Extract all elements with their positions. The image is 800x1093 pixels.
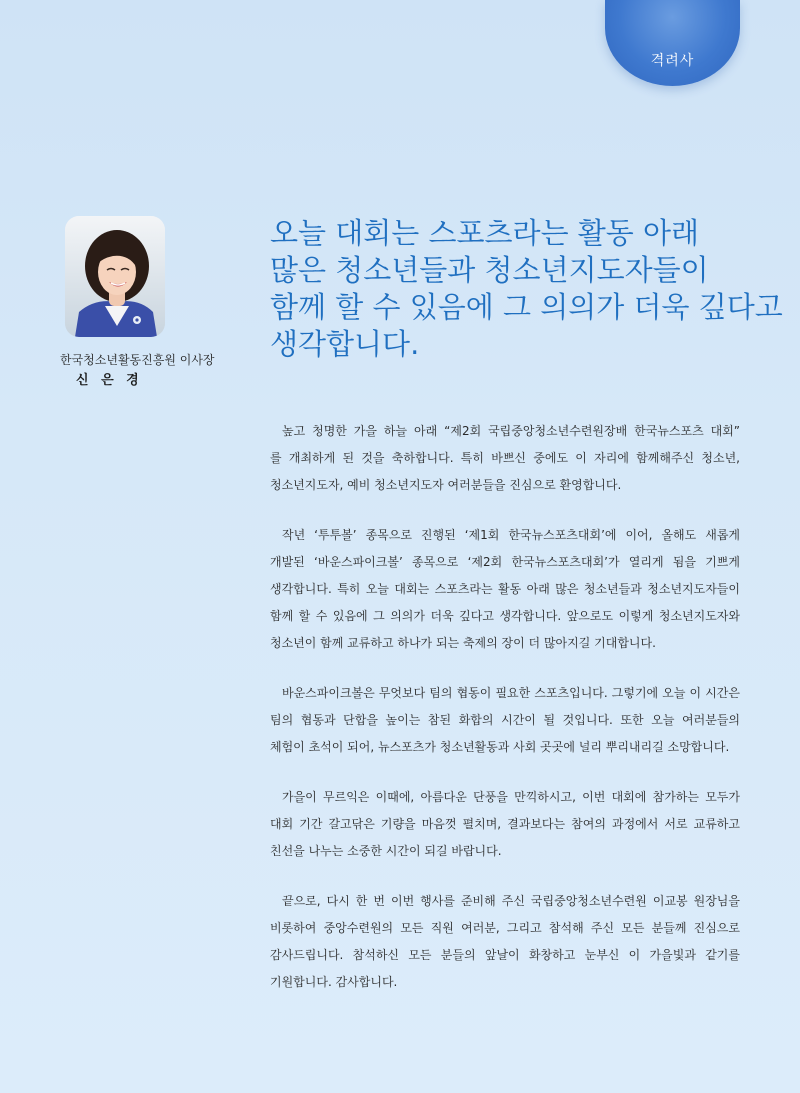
paragraph	[270, 418, 740, 499]
paragraph	[270, 522, 740, 657]
paragraph-line: 팀의 협동과 단합을 높이는 참된 화합의 시간이 될 것입니다. 또한 오늘 여러분들의	[270, 713, 740, 727]
paragraph-line: 높고 청명한 가을 하늘 아래 “제2회 국립중앙청소년수련원장배 한국뉴스포츠 대회”	[282, 424, 740, 438]
paragraph-line: 감사드립니다. 참석하신 모든 분들의 앞날이 화창하고 눈부신 이 가을빛과 같기를	[270, 948, 740, 962]
paragraph-line: 기원합니다. 감사합니다.	[270, 975, 398, 989]
paragraph-line: 청소년이 함께 교류하고 하나가 되는 축제의 장이 더 많아지길 기대합니다.	[270, 636, 656, 650]
headline-line: 오늘 대회는 스포츠라는 활동 아래	[270, 216, 700, 250]
paragraph-line: 함께 할 수 있음에 그 의의가 더욱 깊다고 생각합니다. 앞으로도 이렇게 청소년지도자와	[270, 609, 740, 623]
paragraph-line: 가을이 무르익은 이때에, 아름다운 단풍을 만끽하시고, 이번 대회에 참가하는 모두가	[282, 790, 740, 804]
paragraph-line: 바운스파이크볼은 무엇보다 팀의 협동이 필요한 스포츠입니다. 그렇기에 오늘 이 시간은	[282, 686, 740, 700]
portrait-photo	[65, 216, 165, 337]
paragraph	[270, 784, 740, 865]
headline-line: 함께 할 수 있음에 그 의의가 더욱 깊다고	[270, 290, 783, 324]
paragraph-line: 비롯하여 중앙수련원의 모든 직원 여러분, 그리고 참석해 주신 모든 분들께 진심으로	[270, 921, 740, 935]
section-tab-label: 격려사	[650, 53, 695, 69]
paragraph-line: 개발된 ‘바운스파이크볼’ 종목으로 ‘제2회 한국뉴스포츠대회’가 열리게 됨을 기쁘게	[270, 555, 740, 569]
section-tab	[605, 0, 740, 86]
headline	[270, 215, 783, 363]
paragraph-line: 청소년지도자, 예비 청소년지도자 여러분들을 진심으로 환영합니다.	[270, 478, 622, 492]
paragraph-line: 끝으로, 다시 한 번 이번 행사를 준비해 주신 국립중앙청소년수련원 이교봉 원장님을	[282, 894, 740, 908]
paragraph	[270, 680, 740, 761]
paragraph-line: 생각합니다. 특히 오늘 대회는 스포츠라는 활동 아래 많은 청소년들과 청소년지도자들이	[270, 582, 740, 596]
paragraph	[270, 888, 740, 996]
paragraph-line: 작년 ‘투투볼’ 종목으로 진행된 ‘제1회 한국뉴스포츠대회’에 이어, 올해도 새롭게	[282, 528, 740, 542]
paragraph-line: 대회 기간 갈고닦은 기량을 마음껏 펼치며, 결과보다는 참여의 과정에서 서로 교류하고	[270, 817, 740, 831]
paragraph-line: 체험이 초석이 되어, 뉴스포츠가 청소년활동과 사회 곳곳에 널리 뿌리내리길 소망합니다.	[270, 740, 730, 754]
person-name: 신 은 경	[76, 373, 143, 388]
paragraph-line: 친선을 나누는 소중한 시간이 되길 바랍니다.	[270, 844, 502, 858]
paragraph-line: 를 개최하게 된 것을 축하합니다. 특히 바쁘신 중에도 이 자리에 함께해주신 청소년,	[270, 451, 740, 465]
headline-line: 많은 청소년들과 청소년지도자들이	[270, 253, 709, 287]
person-title: 한국청소년활동진흥원 이사장	[60, 353, 215, 367]
body-text	[270, 418, 740, 1019]
headline-line: 생각합니다.	[270, 327, 420, 361]
